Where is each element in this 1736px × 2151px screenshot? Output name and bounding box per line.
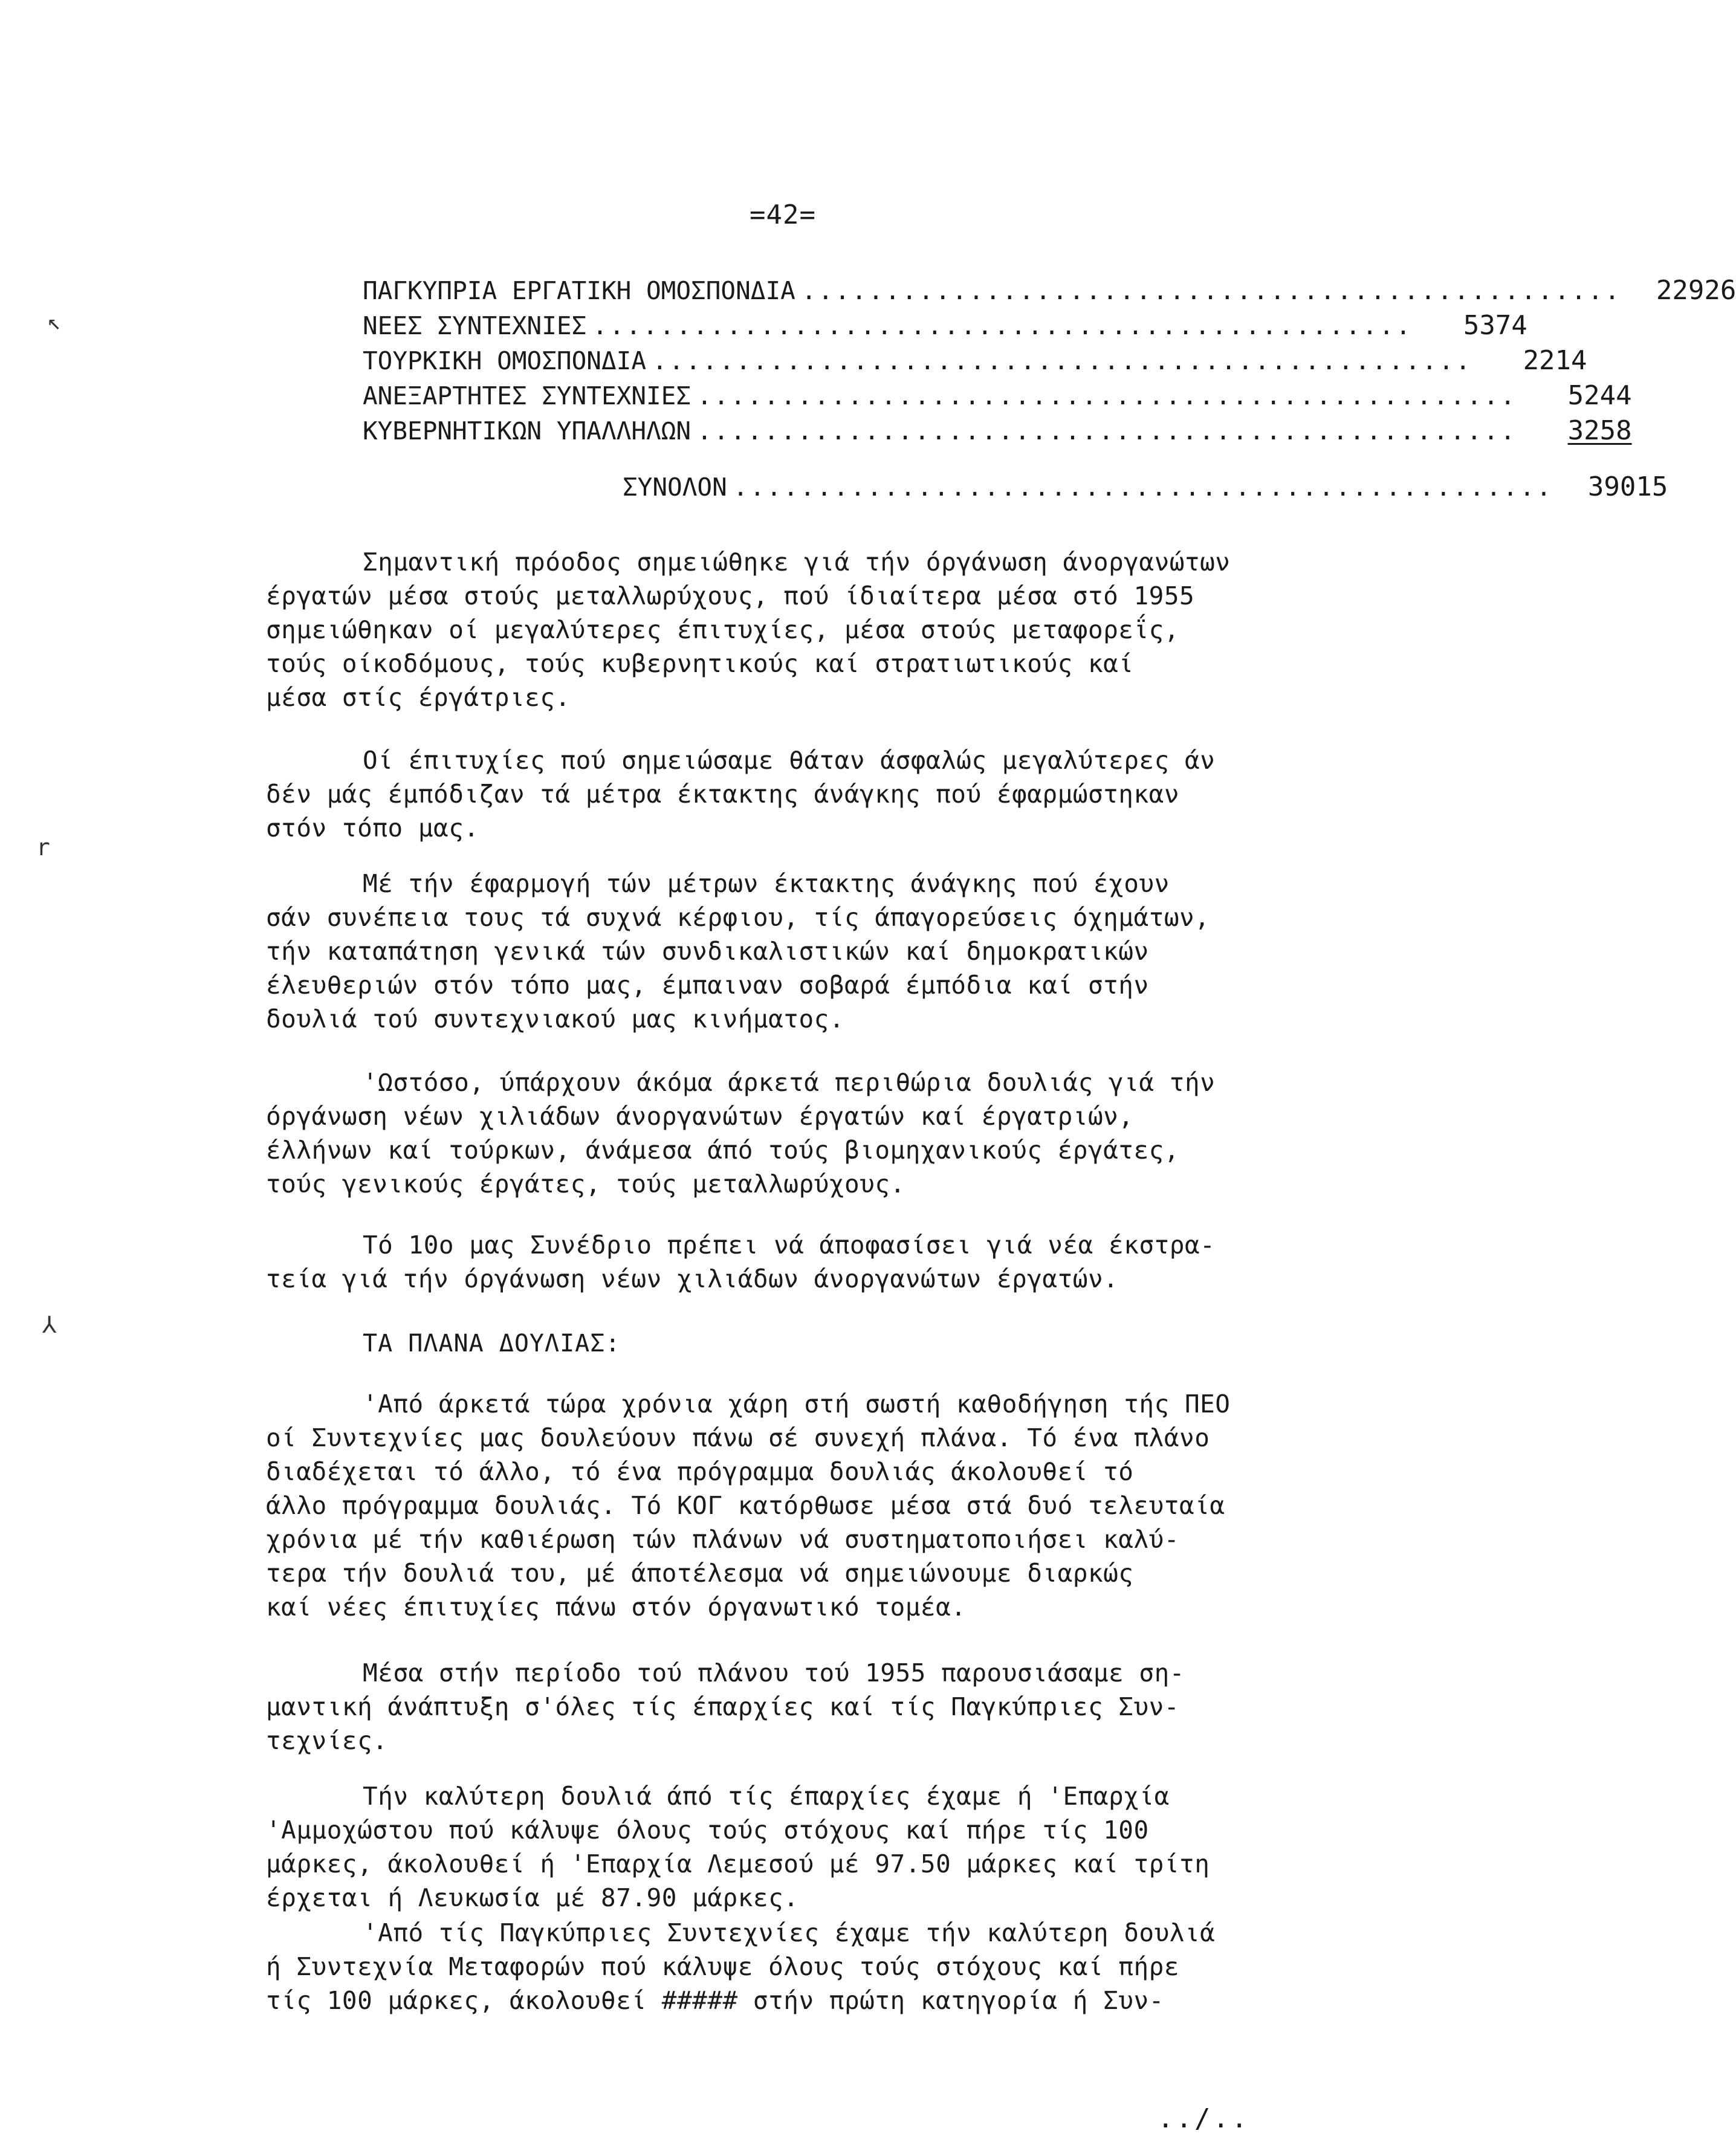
text-line: Τό 10ο μας Συνέδριο πρέπει νά άποφασίσει γιά νέα έκστρα- bbox=[363, 1231, 1216, 1260]
text-line: 'Από άρκετά τώρα χρόνια χάρη στή σωστή καθοδήγηση τής ΠΕΟ bbox=[363, 1389, 1231, 1418]
union-name: ΑΝΕΞΑΡΤΗΤΕΣ ΣΥΝΤΕΧΝΙΕΣ bbox=[363, 381, 691, 410]
margin-mark: r bbox=[36, 834, 50, 861]
table-row bbox=[363, 380, 1632, 415]
text-line: Τήν καλύτερη δουλιά άπό τίς έπαρχίες έχαμε ή 'Επαρχία bbox=[363, 1782, 1170, 1811]
paragraph bbox=[266, 743, 1427, 845]
text-line: τερα τήν δουλιά του, μέ άποτέλεσμα νά σημειώνουμε διαρκώς bbox=[266, 1559, 1134, 1588]
table-row bbox=[363, 275, 1736, 310]
leader-dots: ................................................. bbox=[697, 416, 1517, 445]
paragraph bbox=[266, 1916, 1427, 2017]
table-row bbox=[363, 345, 1587, 380]
total-row bbox=[623, 471, 1668, 502]
margin-mark: ⅄ bbox=[42, 1312, 57, 1338]
continuation-mark: ../.. bbox=[1158, 2103, 1250, 2134]
leader-dots: ................................................. bbox=[801, 276, 1622, 305]
text-line: τεχνίες. bbox=[266, 1726, 388, 1755]
text-line: τήν καταπάτηση γενικά τών συνδικαλιστικών καί δημοκρατικών bbox=[266, 937, 1149, 966]
text-line: Οί έπιτυχίες πού σημειώσαμε θάταν άσφαλώς μεγαλύτερες άν bbox=[363, 746, 1216, 775]
member-count: 5244 bbox=[1567, 380, 1632, 411]
text-line: τούς γενικούς έργάτες, τούς μεταλλωρύχους. bbox=[266, 1169, 905, 1198]
text-line: μαντική άνάπτυξη σ'όλες τίς έπαρχίες καί τίς Παγκύπριες Συν- bbox=[266, 1692, 1180, 1721]
leader-dots: ................................................. bbox=[592, 311, 1413, 340]
page-number: =42= bbox=[750, 199, 816, 230]
member-count: 2214 bbox=[1523, 345, 1587, 376]
text-line: έρχεται ή Λευκωσία μέ 87.90 μάρκες. bbox=[266, 1883, 799, 1912]
total-value: 39015 bbox=[1587, 471, 1668, 502]
union-name: ΤΟΥΡΚΙΚΗ ΟΜΟΣΠΟΝΔΙΑ bbox=[363, 346, 646, 375]
member-count: 22926 bbox=[1656, 275, 1736, 306]
member-count: 5374 bbox=[1463, 310, 1527, 341]
paragraph bbox=[266, 867, 1427, 1036]
union-name: ΠΑΓΚΥΠΡΙΑ ΕΡΓΑΤΙΚΗ ΟΜΟΣΠΟΝΔΙΑ bbox=[363, 276, 795, 305]
text-line: έργατών μέσα στούς μεταλλωρύχους, πού ίδιαίτερα μέσα στό 1955 bbox=[266, 581, 1195, 610]
text-line: στόν τόπο μας. bbox=[266, 813, 479, 843]
text-line: δουλιά τού συντεχνιακού μας κινήματος. bbox=[266, 1004, 844, 1033]
text-line: Μέ τήν έφαρμογή τών μέτρων έκτακτης άνάγκης πού έχουν bbox=[363, 869, 1170, 898]
paragraph bbox=[266, 1656, 1427, 1758]
text-line: 'Αμμοχώστου πού κάλυψε όλους τούς στόχους καί πήρε τίς 100 bbox=[266, 1816, 1149, 1845]
text-line: Μέσα στήν περίοδο τού πλάνου τού 1955 παρουσιάσαμε ση- bbox=[363, 1658, 1185, 1687]
text-line: σάν συνέπεια τους τά συχνά κέρφιου, τίς άπαγορεύσεις όχημάτων, bbox=[266, 903, 1210, 932]
text-line: μέσα στίς έργάτριες. bbox=[266, 683, 571, 712]
text-line: τούς οίκοδόμους, τούς κυβερνητικούς καί στρατιωτικούς καί bbox=[266, 649, 1134, 678]
text-line: καί νέες έπιτυχίες πάνω στόν όργανωτικό τομέα. bbox=[266, 1593, 967, 1622]
membership-table bbox=[363, 275, 1736, 450]
member-count: 3258 bbox=[1567, 415, 1632, 446]
union-name: ΝΕΕΣ ΣΥΝΤΕΧΝΙΕΣ bbox=[363, 311, 587, 340]
paragraph bbox=[266, 1387, 1427, 1624]
text-line: οί Συντεχνίες μας δουλεύουν πάνω σέ συνεχή πλάνα. Τό ένα πλάνο bbox=[266, 1423, 1210, 1452]
table-row bbox=[363, 310, 1527, 345]
text-line: δέν μάς έμπόδιζαν τά μέτρα έκτακτης άνάγκης πού έφαρμώστηκαν bbox=[266, 780, 1180, 809]
paragraph bbox=[266, 1228, 1427, 1296]
text-line: τίς 100 μάρκες, άκολουθεί ##### στήν πρώτη κατηγορία ή Συν- bbox=[266, 1986, 1164, 2015]
text-line: 'Από τίς Παγκύπριες Συντεχνίες έχαμε τήν καλύτερη δουλιά bbox=[363, 1918, 1216, 1947]
text-line: έλλήνων καί τούρκων, άνάμεσα άπό τούς βιομηχανικούς έργάτες, bbox=[266, 1136, 1180, 1165]
margin-mark: ↖ bbox=[47, 308, 61, 335]
text-line: έλευθεριών στόν τόπο μας, έμπαιναν σοβαρά έμπόδια καί στήν bbox=[266, 971, 1149, 1000]
text-line: τεία γιά τήν όργάνωση νέων χιλιάδων άνοργανώτων έργατών. bbox=[266, 1264, 1119, 1293]
leader-dots: ................................................. bbox=[733, 473, 1553, 502]
text-line: σημειώθηκαν οί μεγαλύτερες έπιτυχίες, μέσα στούς μεταφορεΐς, bbox=[266, 615, 1180, 644]
paragraph bbox=[266, 1779, 1427, 1915]
text-line: διαδέχεται τό άλλο, τό ένα πρόγραμμα δουλιάς άκολουθεί τό bbox=[266, 1457, 1134, 1486]
text-line: ή Συντεχνία Μεταφορών πού κάλυψε όλους τούς στόχους καί πήρε bbox=[266, 1952, 1180, 1981]
text-line: Σημαντική πρόοδος σημειώθηκε γιά τήν όργάνωση άνοργανώτων bbox=[363, 548, 1231, 577]
text-line: άλλο πρόγραμμα δουλιάς. Τό ΚΟΓ κατόρθωσε μέσα στά δυό τελευταία bbox=[266, 1491, 1225, 1520]
leader-dots: ................................................. bbox=[697, 381, 1517, 410]
total-label: ΣΥΝΟΛΟΝ bbox=[623, 473, 727, 502]
paragraph bbox=[266, 1066, 1427, 1201]
table-row bbox=[363, 415, 1632, 450]
paragraph bbox=[266, 545, 1427, 714]
union-name: ΚΥΒΕΡΝΗΤΙΚΩΝ ΥΠΑΛΛΗΛΩΝ bbox=[363, 416, 691, 445]
leader-dots: ................................................. bbox=[652, 346, 1472, 375]
section-heading: ΤΑ ΠΛΑΝΑ ΔΟΥΛΙΑΣ: bbox=[363, 1330, 621, 1357]
text-line: 'Ωστόσο, ύπάρχουν άκόμα άρκετά περιθώρια δουλιάς γιά τήν bbox=[363, 1068, 1216, 1097]
text-line: χρόνια μέ τήν καθιέρωση τών πλάνων νά συστηματοποιήσει καλύ- bbox=[266, 1525, 1180, 1554]
text-line: μάρκες, άκολουθεί ή 'Επαρχία Λεμεσού μέ 97.50 μάρκες καί τρίτη bbox=[266, 1849, 1210, 1878]
text-line: όργάνωση νέων χιλιάδων άνοργανώτων έργατών καί έργατριών, bbox=[266, 1102, 1134, 1131]
